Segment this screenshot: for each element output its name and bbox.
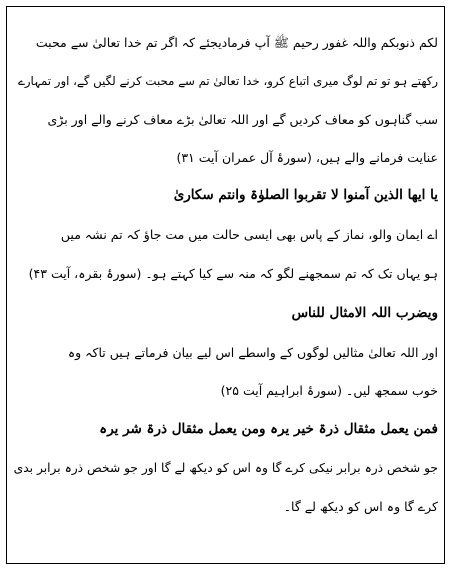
- arabic-verse-line: یا ایھا الذین آمنوا لا تقربوا الصلوٰۃ وانتم سکاریٰ: [173, 187, 438, 203]
- text-line: جو شخص ذرہ برابر نیکی کرے گا وہ اس کو دیکھ لے گا اور جو شخص ذرہ برابر بدی: [13, 461, 438, 475]
- text-line: رکھتے ہو تو تم لوگ میری اتباع کرو، خدا تعالیٰ تم سے محبت کرنے لگیں گے، اور تمہارے: [17, 74, 438, 88]
- text-line: اور اللہ تعالیٰ مثالیں لوگوں کے واسطے اس لیے بیان فرماتے ہیں تاکہ وہ: [67, 345, 438, 360]
- document-page: [6, 6, 445, 564]
- text-line: ہو یہاں تک کہ تم سمجھنے لگو کہ منہ سے کیا کہتے ہو۔ (سورۂ بقرہ، آیت ۴۳): [28, 266, 438, 281]
- arabic-verse-line: فمن یعمل مثقال ذرۃ خیر یرہ ومن یعمل مثقال ذرۃ شر یرہ: [99, 421, 438, 437]
- text-line: کرے گا وہ اس کو دیکھ لے گا۔: [283, 499, 438, 514]
- text-line: عنایت فرمانے والے ہیں، (سورۂ آل عمران آیت ۳۱): [176, 150, 438, 165]
- text-line: لکم ذنوبکم واللہ غفور رحیم ﷺ آپ فرمادیجئے کہ اگر تم خدا تعالیٰ سے محبت: [35, 35, 438, 50]
- text-line: سب گناہوں کو معاف کردیں گے اور اللہ تعالیٰ بڑے معاف کرنے والے اور بڑی: [47, 112, 438, 127]
- arabic-verse-line: ویضرب اللہ الامثال للناس: [291, 305, 438, 321]
- text-line: اے ایمان والو، نماز کے پاس بھی ایسی حالت میں مت جاؤ کہ تم نشہ میں: [60, 227, 438, 242]
- text-line: خوب سمجھ لیں۔ (سورۂ ابراہیم آیت ۲۵): [220, 383, 438, 398]
